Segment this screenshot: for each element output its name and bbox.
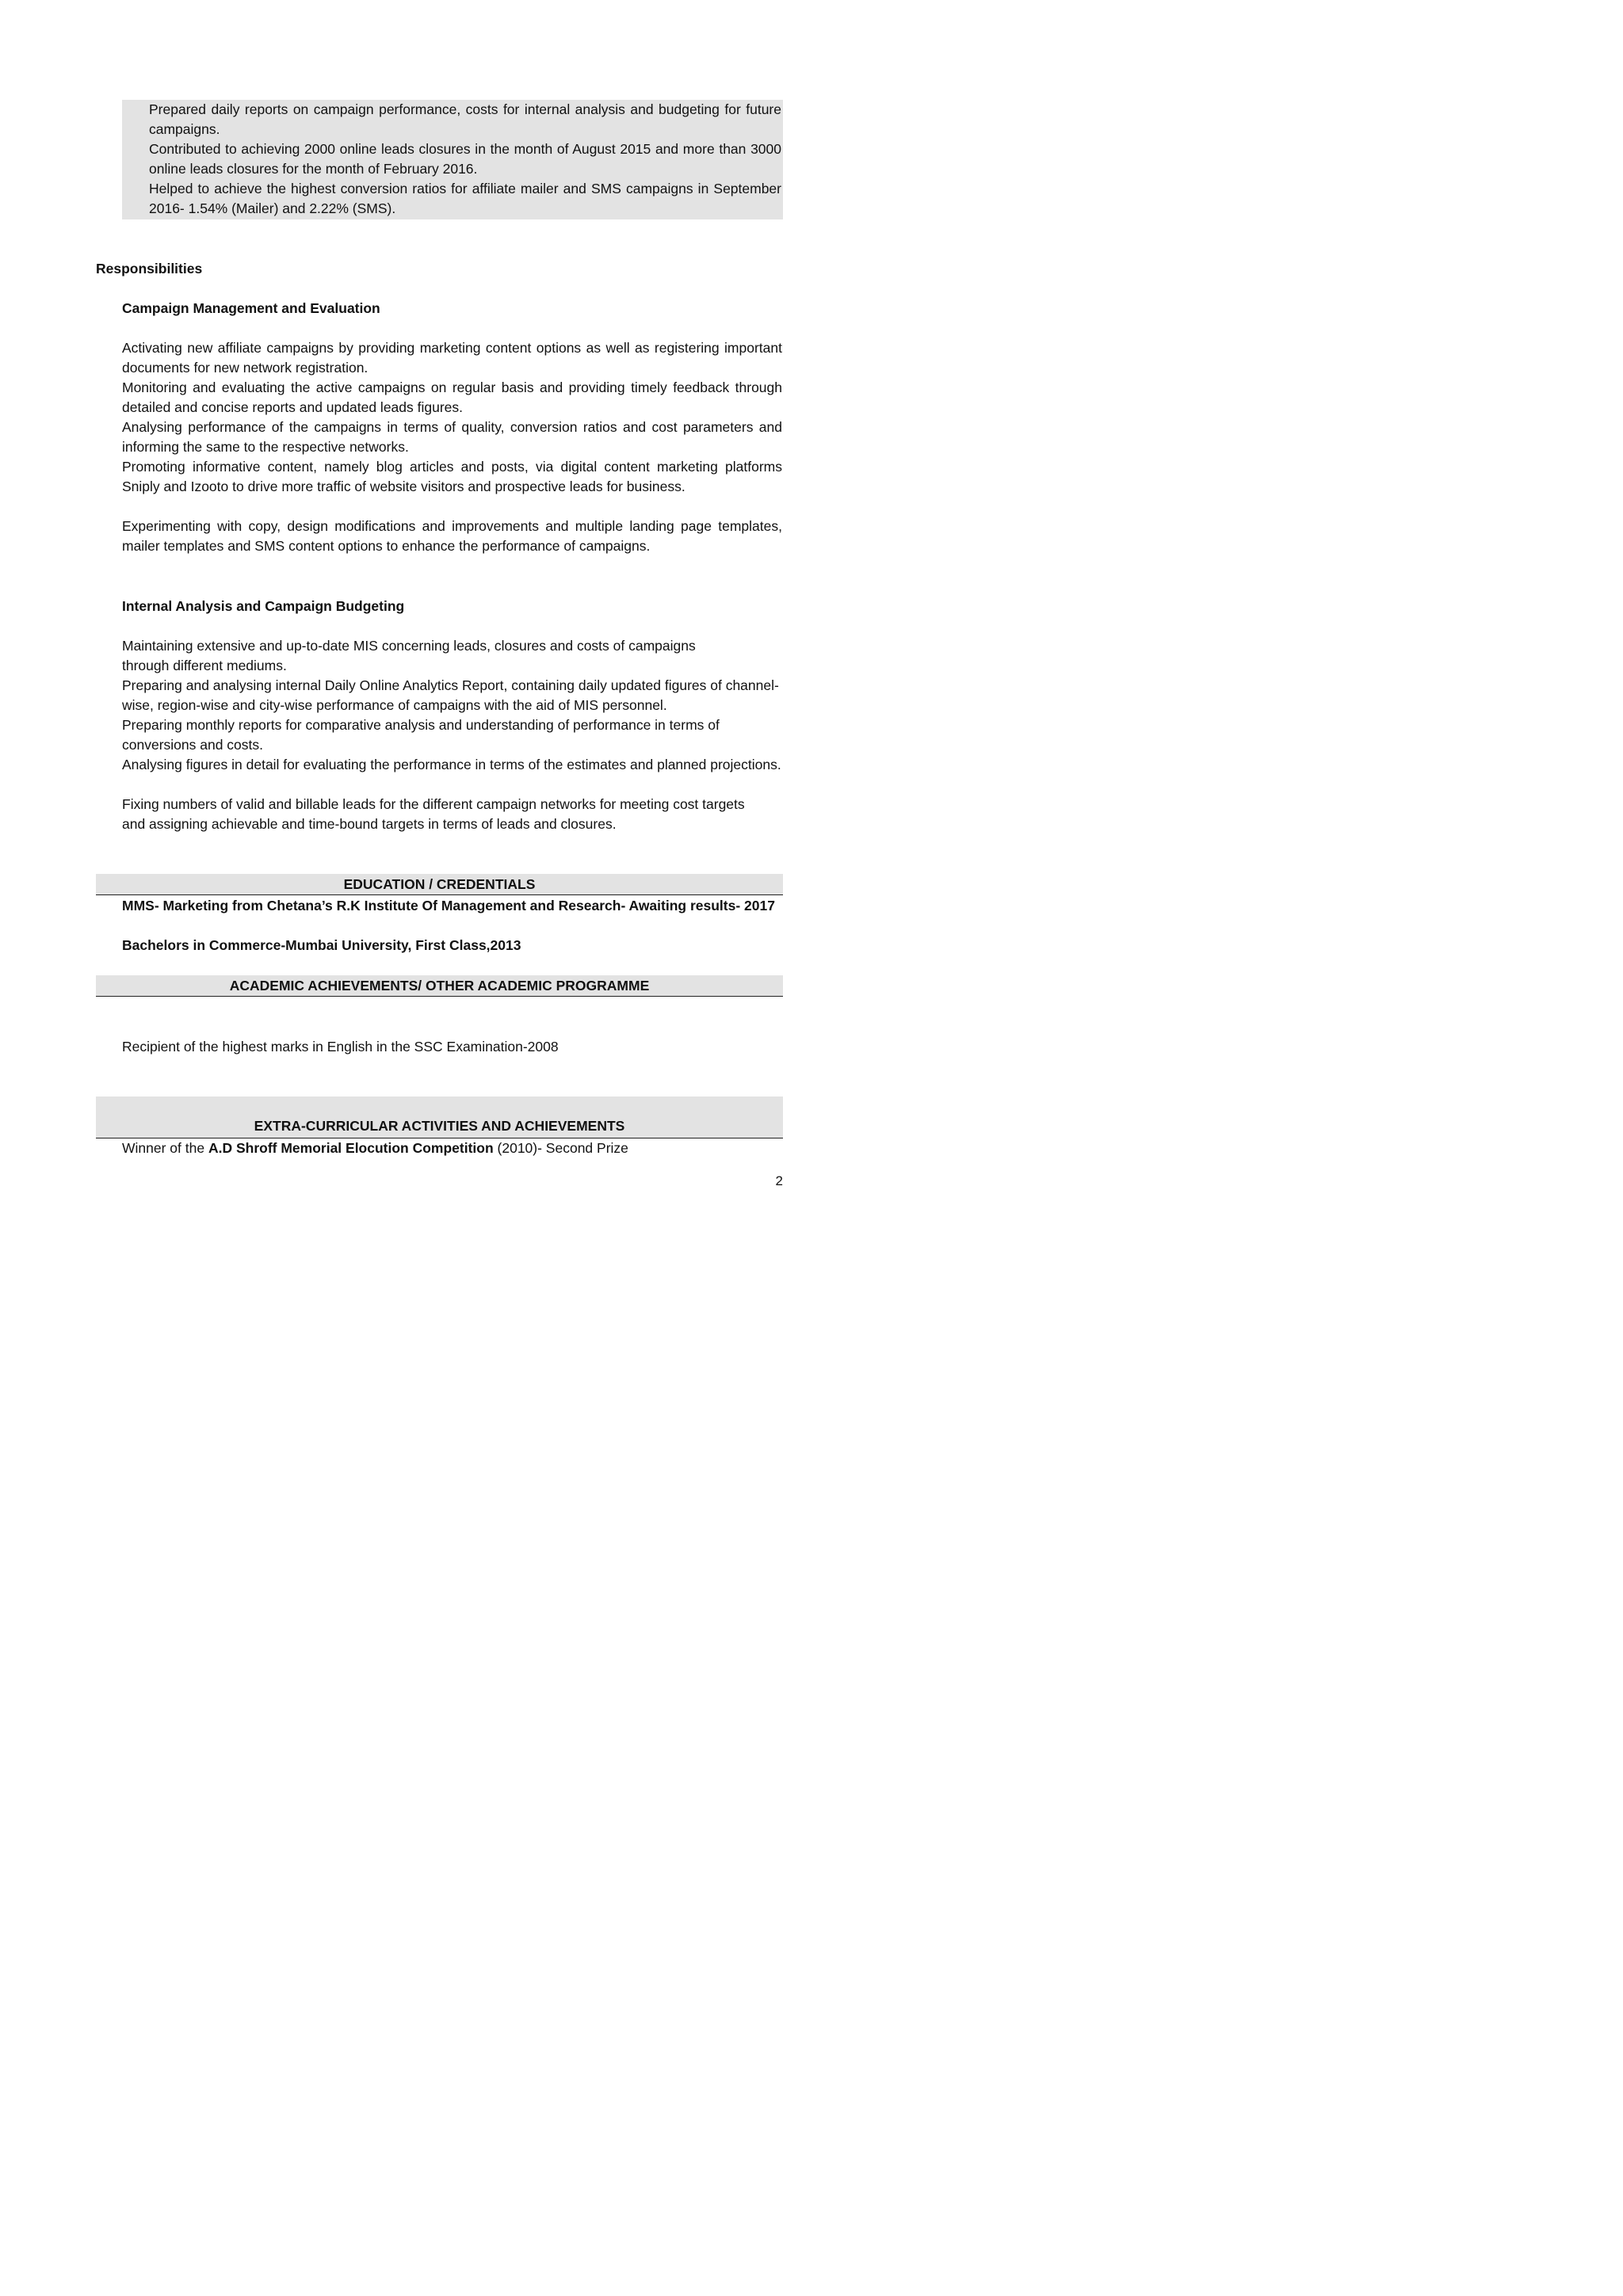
responsibility-text: Preparing and analysing internal Daily Online Analytics Report, containing daily updated figures of channel-wise, region-wise and city-wise performance of campaigns with the aid of MIS personnel.	[122, 677, 779, 713]
responsibility-text: Promoting informative content, namely blog articles and posts, via digital content marketing platforms Sniply and Izooto to drive more traffic of website visitors and prospective leads for business.	[122, 459, 782, 494]
list-item	[96, 1037, 783, 1057]
achievement-text: Contributed to achieving 2000 online leads closures in the month of August 2015 and more than 3000 online leads closures for the month of February 2016.	[149, 141, 781, 177]
responsibility-text: Monitoring and evaluating the active campaigns on regular basis and providing timely feedback through detailed and concise reports and updated leads figures.	[122, 379, 782, 415]
list-item	[96, 676, 783, 715]
extracurricular-heading-bar	[96, 1097, 783, 1138]
extracurricular-heading: EXTRA-CURRICULAR ACTIVITIES AND ACHIEVEMENTS	[254, 1118, 625, 1134]
list-item	[122, 179, 783, 219]
list-item	[96, 418, 783, 457]
responsibility-text: Maintaining extensive and up-to-date MIS concerning leads, closures and costs of campaigns through different mediums.	[122, 638, 696, 673]
list-item	[96, 338, 783, 378]
internal-analysis-heading: Internal Analysis and Campaign Budgeting	[122, 598, 405, 614]
achievement-text: Helped to achieve the highest conversion ratios for affiliate mailer and SMS campaigns in September 2016- 1.54% (Mailer) and 2.22% (SMS).	[149, 181, 781, 216]
competition-name: A.D Shroff Memorial Elocution Competition	[208, 1140, 494, 1156]
campaign-management-heading: Campaign Management and Evaluation	[122, 300, 380, 316]
list-item	[96, 755, 783, 795]
item-suffix: (2010)- Second Prize	[493, 1140, 628, 1156]
list-item	[122, 139, 783, 179]
list-item	[96, 896, 783, 936]
academic-heading-bar	[96, 975, 783, 997]
list-item	[96, 936, 783, 955]
list-item	[96, 457, 783, 517]
academic-heading: ACADEMIC ACHIEVEMENTS/ OTHER ACADEMIC PROGRAMME	[229, 978, 650, 994]
responsibility-text: Analysing figures in detail for evaluating the performance in terms of the estimates and planned projections.	[122, 757, 781, 772]
education-item: MMS- Marketing from Chetana’s R.K Institute Of Management and Research- Awaiting results- 2017	[122, 898, 775, 913]
responsibility-text: Analysing performance of the campaigns in terms of quality, conversion ratios and cost parameters and informing the same to the respective networks.	[122, 419, 782, 455]
education-heading-bar	[96, 874, 783, 895]
responsibility-text: Fixing numbers of valid and billable leads for the different campaign networks for meeting cost targets and assigning achievable and time-bound targets in terms of leads and closures.	[122, 796, 745, 832]
page-number: 2	[775, 1173, 783, 1188]
list-item	[122, 100, 783, 139]
responsibility-text: Experimenting with copy, design modifications and improvements and multiple landing page templates, mailer templates and SMS content options to enhance the performance of campaigns.	[122, 518, 782, 554]
item-prefix: Winner of the	[122, 1140, 208, 1156]
academic-item: Recipient of the highest marks in English in the SSC Examination-2008	[122, 1039, 559, 1055]
list-item	[96, 517, 783, 556]
responsibilities-heading: Responsibilities	[96, 261, 203, 277]
responsibility-text: Preparing monthly reports for comparative analysis and understanding of performance in terms of conversions and costs.	[122, 717, 720, 753]
education-heading: EDUCATION / CREDENTIALS	[343, 876, 536, 892]
list-item	[96, 378, 783, 418]
responsibility-text: Activating new affiliate campaigns by providing marketing content options as well as registering important documents for new network registration.	[122, 340, 782, 376]
list-item	[96, 1138, 783, 1158]
list-item	[96, 715, 783, 755]
list-item	[96, 795, 783, 834]
list-item	[96, 636, 783, 676]
extracurricular-item	[122, 1138, 783, 1158]
education-item: Bachelors in Commerce-Mumbai University, First Class,2013	[122, 937, 521, 953]
achievement-text: Prepared daily reports on campaign performance, costs for internal analysis and budgeting for future campaigns.	[149, 101, 781, 137]
